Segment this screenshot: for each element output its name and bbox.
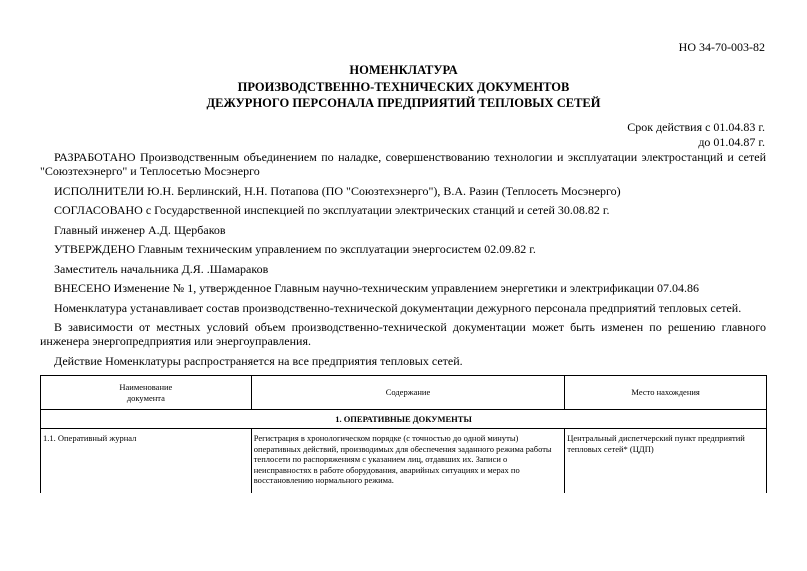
document-preamble [40,150,766,373]
cell-document-content: Регистрация в хронологическом порядке (с точностью до одной минуты) оперативных действий, производимых для обеспечения заданного режима работы теплосети по распоряжениям с указанием лиц, отдавших их. Записи о неисправностях в работе оборудования, аварийных ситуациях и мерах по восстановлению нормального режима. [251,429,565,494]
validity-to: до 01.04.87 г. [698,134,765,149]
column-header-content: Содержание [251,376,565,410]
column-header-name [41,376,252,410]
column-header-name-line2: документа [126,392,165,403]
document-code: НО 34-70-003-82 [678,40,765,54]
table-row [41,429,767,494]
title-line-1: НОМЕНКЛАТУРА [349,63,458,77]
paragraph-scope: Номенклатура устанавливает состав производственно-технической документации дежурного персонала предприятий тепловых сетей. [54,300,742,315]
column-header-name-line1: Наименование [119,382,173,392]
paragraph-approved: УТВЕРЖДЕНО Главным техническим управлением по эксплуатации энергосистем 02.09.82 г. [54,242,536,256]
paragraph-chief-engineer: Главный инженер А.Д. Щербаков [54,222,226,237]
documents-table [40,375,767,493]
table-section-row [41,410,767,429]
title-line-2: ПРОИЗВОДСТВЕННО-ТЕХНИЧЕСКИХ ДОКУМЕНТОВ [237,79,570,94]
paragraph-local-conditions: В зависимости от местных условий объем производственно-технической документации может быть изменен по решению главного инженера энергопредприятия или энергоуправления. [40,320,766,348]
paragraph-amendment: ВНЕСЕНО Изменение № 1, утвержденное Главным научно-техническим управлением энергетики и электрификации 07.04.86 [54,281,699,295]
validity-from: Срок действия с 01.04.83 г. [627,120,765,134]
validity-period [627,120,765,149]
paragraph-agreed: СОГЛАСОВАНО с Государственной инспекцией по эксплуатации электрических станций и сетей 30.08.82 г. [54,203,610,217]
title-line-3: ДЕЖУРНОГО ПЕРСОНАЛА ПРЕДПРИЯТИЙ ТЕПЛОВЫХ СЕТЕЙ [206,96,601,110]
cell-document-location: Центральный диспетчерский пункт предприятий тепловых сетей* (ЦДП) [565,429,767,494]
cell-document-name: 1.1. Оперативный журнал [41,429,252,494]
paragraph-deputy-head: Заместитель начальника Д.Я. .Шамараков [54,261,269,276]
section-title: 1. ОПЕРАТИВНЫЕ ДОКУМЕНТЫ [41,410,767,429]
paragraph-developed-by: РАЗРАБОТАНО Производственным объединением по наладке, совершенствованию технологии и эксплуатации электростанций и сетей "Союзтехэнерго" и Теплосетью Мосэнерго [40,150,766,178]
paragraph-applicability: Действие Номенклатуры распространяется на все предприятия тепловых сетей. [54,353,463,368]
document-title [0,62,807,112]
column-header-location: Место нахождения [565,376,767,410]
paragraph-executors: ИСПОЛНИТЕЛИ Ю.Н. Берлинский, Н.Н. Потапова (ПО "Союзтехэнерго"), В.А. Разин (Теплосеть Мосэнерго) [54,183,621,198]
table-header-row [41,376,767,410]
